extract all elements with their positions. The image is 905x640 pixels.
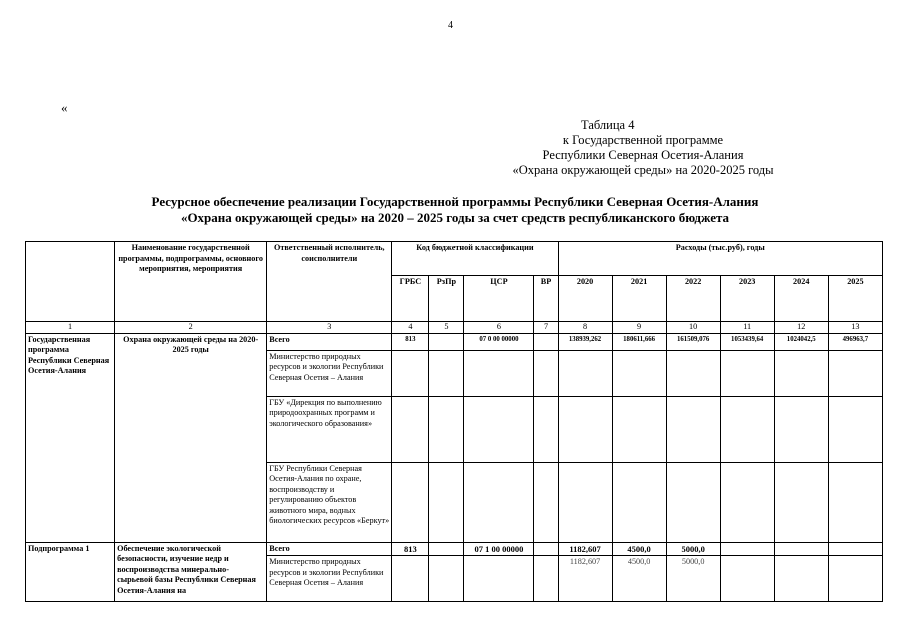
subprogram-name: Обеспечение экологической безопасности, изучение недр и воспроизводства минерально-сырьевой базы Республики Северная Осетия-Алания на	[115, 542, 267, 602]
header-csr: ЦСР	[464, 276, 534, 322]
caption-line-1: Таблица 4	[581, 118, 635, 132]
column-number: 2	[115, 322, 267, 334]
column-number-row	[26, 322, 883, 334]
resource-table	[25, 241, 883, 602]
value-cell-2024	[774, 542, 828, 556]
value-cell-2024: 1024042,5	[774, 333, 828, 350]
title-line-2: «Охрана окружающей среды» на 2020 – 2025 годы за счет средств республиканского бюджета	[180, 210, 730, 225]
header-empty	[26, 242, 115, 322]
header-rzpr: РзПр	[429, 276, 464, 322]
header-name: Наименование государственной программы, подпрограммы, основного мероприятия, мероприятия	[115, 242, 267, 322]
value-cell-2022: 5000,0	[666, 542, 720, 556]
column-number: 8	[558, 322, 612, 334]
caption-line-3: Республики Северная Осетия-Алания	[542, 148, 744, 162]
vr-cell	[534, 333, 558, 350]
value-cell-2025	[828, 556, 882, 602]
page-number: 4	[448, 20, 453, 31]
header-year-2022: 2022	[666, 276, 720, 322]
value-cell-2025	[828, 542, 882, 556]
column-number: 12	[774, 322, 828, 334]
rzpr-cell	[429, 333, 464, 350]
executor-cell: Всего	[267, 333, 392, 350]
csr-cell: 07 1 00 00000	[464, 542, 534, 556]
executor-cell: Министерство природных ресурсов и экологии Республики Северная Осетия – Алания	[267, 556, 392, 602]
column-number: 10	[666, 322, 720, 334]
caption-line-2: к Государственной программе	[562, 133, 724, 147]
caption-line-4: «Охрана окружающей среды» на 2020-2025 годы	[512, 163, 774, 177]
header-responsible: Ответственный исполнитель, соисполнители	[267, 242, 392, 322]
program-name: Охрана окружающей среды на 2020-2025 годы	[115, 333, 267, 542]
value-cell-2025: 496963,7	[828, 333, 882, 350]
grbs-cell: 813	[392, 333, 429, 350]
header-year-2024: 2024	[774, 276, 828, 322]
executor-cell: ГБУ «Дирекция по выполнению природоохранных программ и экологического образования»	[267, 396, 392, 462]
column-number: 11	[720, 322, 774, 334]
subprogram-label: Подпрограмма 1	[26, 542, 115, 602]
header-expenses: Расходы (тыс.руб), годы	[558, 242, 882, 276]
value-cell-2023	[720, 556, 774, 602]
quote-mark: «	[61, 100, 68, 115]
value-cell-2020: 138939,262	[558, 333, 612, 350]
table-row	[26, 333, 883, 350]
value-cell-2021: 180611,666	[612, 333, 666, 350]
vr-cell	[534, 542, 558, 556]
column-number: 9	[612, 322, 666, 334]
column-number: 13	[828, 322, 882, 334]
column-number: 6	[464, 322, 534, 334]
csr-cell: 07 0 00 00000	[464, 333, 534, 350]
column-number: 3	[267, 322, 392, 334]
header-year-2021: 2021	[612, 276, 666, 322]
header-year-2025: 2025	[828, 276, 882, 322]
table-row	[26, 542, 883, 556]
column-number: 7	[534, 322, 558, 334]
rzpr-cell	[429, 542, 464, 556]
grbs-cell: 813	[392, 542, 429, 556]
value-cell-2021: 4500,0	[612, 542, 666, 556]
value-cell-2023	[720, 542, 774, 556]
program-label: Государственная программа Республики Северная Осетия-Алания	[26, 333, 115, 542]
value-cell-2020: 1182,607	[558, 556, 612, 602]
column-number: 5	[429, 322, 464, 334]
column-number: 1	[26, 322, 115, 334]
header-year-2023: 2023	[720, 276, 774, 322]
executor-cell: ГБУ Республики Северная Осетия-Алания по охране, воспроизводству и регулированию объектов животного мира, водных биологических ресурсов «Беркут»	[267, 462, 392, 542]
header-grbs: ГРБС	[392, 276, 429, 322]
value-cell-2022: 5000,0	[666, 556, 720, 602]
table-caption	[443, 118, 843, 178]
value-cell-2021: 4500,0	[612, 556, 666, 602]
document-title	[110, 194, 800, 226]
executor-cell: Всего	[267, 542, 392, 556]
value-cell-2022: 161509,076	[666, 333, 720, 350]
column-number: 4	[392, 322, 429, 334]
header-vr: ВР	[534, 276, 558, 322]
value-cell-2023: 1053439,64	[720, 333, 774, 350]
header-budget-code: Код бюджетной классификации	[392, 242, 558, 276]
header-year-2020: 2020	[558, 276, 612, 322]
executor-cell: Министерство природных ресурсов и экологии Республики Северная Осетия – Алания	[267, 350, 392, 396]
value-cell-2024	[774, 556, 828, 602]
value-cell-2020: 1182,607	[558, 542, 612, 556]
title-line-1: Ресурсное обеспечение реализации Государственной программы Республики Северная Осетия-Алания	[151, 194, 759, 209]
